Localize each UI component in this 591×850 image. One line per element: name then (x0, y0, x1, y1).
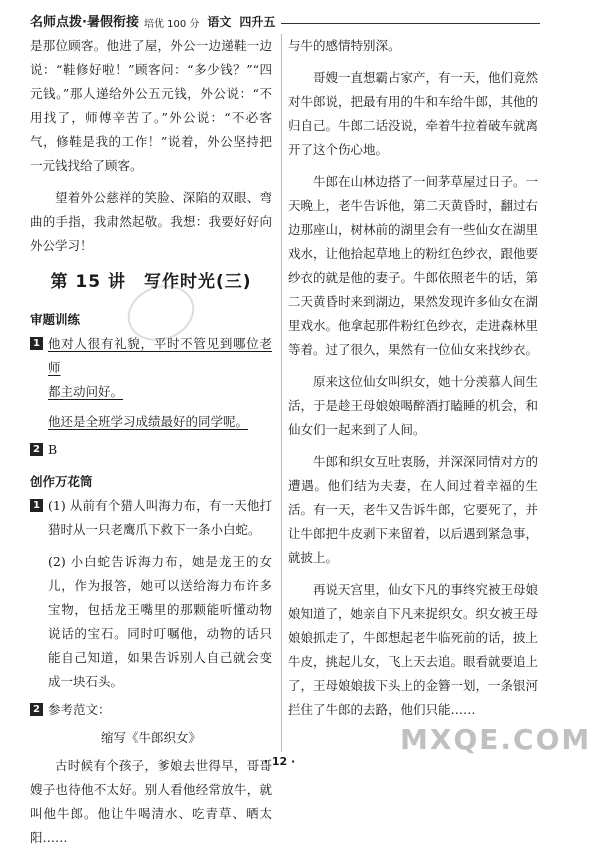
answer-choice: B (48, 442, 58, 457)
question-number-badge: 1 (30, 337, 43, 350)
section-heading: 审题训练 (30, 312, 81, 327)
section-heading: 创作万花筒 (30, 474, 93, 489)
left-column (30, 34, 272, 850)
answer-paragraph: (2) 小白蛇告诉海力布，她是龙王的女儿，作为报答，她可以送给海力布许多宝物，包括龙王嘴里的那颗能听懂动物说话的宝石。同时叮嘱他，动物的话只能自己知道，如果告诉别人自己就会变成一块石头。 (48, 554, 272, 689)
answer-line: 他对人很有礼貌，平时不管见到哪位老师 (48, 336, 272, 375)
story-paragraph: 是那位顾客。他进了屋，外公一边递鞋一边说：“鞋修好啦！”顾客问：“多少钱？”“四元钱。”那人递给外公五元钱，外公说：“不用找了，师傅辛苦了。”外公说：“不必客气，修鞋是我的工作！”说着，外公坚持把一元钱找给了顾客。 (30, 38, 272, 173)
question-item (30, 698, 272, 722)
essay-paragraph: 牛郎在山林边搭了一间茅草屋过日子。一天晚上，老牛告诉他，第二天黄昏时，翻过右边那座山，树林前的湖里会有一些仙女在湖里戏水，让他拾起草地上的粉红色纱衣，跟他要纱衣的就是他的妻子。牛郎依照老牛的话，第二天黄昏时来到湖边，果然发现许多仙女在湖里戏水。他拿起那件粉红色纱衣，走进森林里等着。过了很久，果然有一位仙女来找纱衣。 (288, 174, 539, 357)
column-divider (281, 34, 282, 752)
subject-label: 语文 (207, 15, 232, 29)
answer-paragraph: (1) 从前有个猎人叫海力布，有一天他打猎时从一只老鹰爪下救下一条小白蛇。 (48, 498, 272, 537)
book-series-title: 名师点拨·暑假衔接 (30, 15, 139, 30)
essay-title: 缩写《牛郎织女》 (100, 730, 201, 745)
question-number-badge: 1 (30, 499, 43, 512)
right-column (288, 34, 538, 722)
essay-paragraph: 古时候有个孩子，爹娘去世得早，哥哥嫂子也待他不太好。别人看他经常放牛，就叫他牛郎。他让牛喝清水、吃青草、晒太阳…… (30, 758, 272, 845)
page-number: · 12 · (263, 755, 296, 768)
answer-line: 都主动问好。 (48, 384, 124, 399)
essay-paragraph: 哥嫂一直想霸占家产，有一天，他们竟然对牛郎说，把最有用的牛和车给牛郎，其他的归自己。牛郎二话没说，牵着牛拉着破车就离开了这个伤心地。 (288, 70, 539, 157)
answer-line: 他还是全班学习成绩最好的同学呢。 (48, 414, 249, 429)
essay-paragraph: 与牛的感情特别深。 (288, 38, 401, 53)
question-item (30, 438, 272, 462)
header-rule (281, 23, 540, 24)
question-item (30, 332, 272, 434)
page-header (30, 10, 540, 30)
question-number-badge: 2 (30, 703, 43, 716)
lesson-title: 第 15 讲 写作时光(三) (50, 272, 252, 292)
essay-paragraph: 原来这位仙女叫织女，她十分羡慕人间生活，于是趁王母娘娘喝醉酒打瞌睡的机会，和仙女们一起来到了人间。 (288, 374, 539, 437)
site-watermark: MXQE.COM (400, 723, 591, 756)
sample-essay-label: 参考范文： (48, 702, 111, 717)
essay-paragraph: 牛郎和织女互吐衷肠，并深深同情对方的遭遇。他们结为夫妻，在人间过着幸福的生活。有一天，老牛又告诉牛郎，它要死了，并让牛郎把牛皮剥下来留着，以后遇到紧急事，就披上。 (288, 454, 539, 565)
question-item (30, 494, 272, 694)
book-series-tag: 培优 100 分 (143, 19, 200, 30)
grade-label: 四升五 (239, 15, 276, 29)
essay-paragraph: 再说天宫里，仙女下凡的事终究被王母娘娘知道了，她亲自下凡来捉织女。织女被王母娘娘抓走了，牛郎想起老牛临死前的话，披上牛皮，挑起儿女，飞上天去追。眼看就要追上了，王母娘娘拔下头上的金簪一划，一条银河拦住了牛郎的去路，他们只能…… (288, 582, 539, 717)
story-paragraph: 望着外公慈祥的笑脸、深陷的双眼、弯曲的手指，我肃然起敬。我想：我要好好向外公学习！ (30, 190, 272, 253)
question-number-badge: 2 (30, 443, 43, 456)
